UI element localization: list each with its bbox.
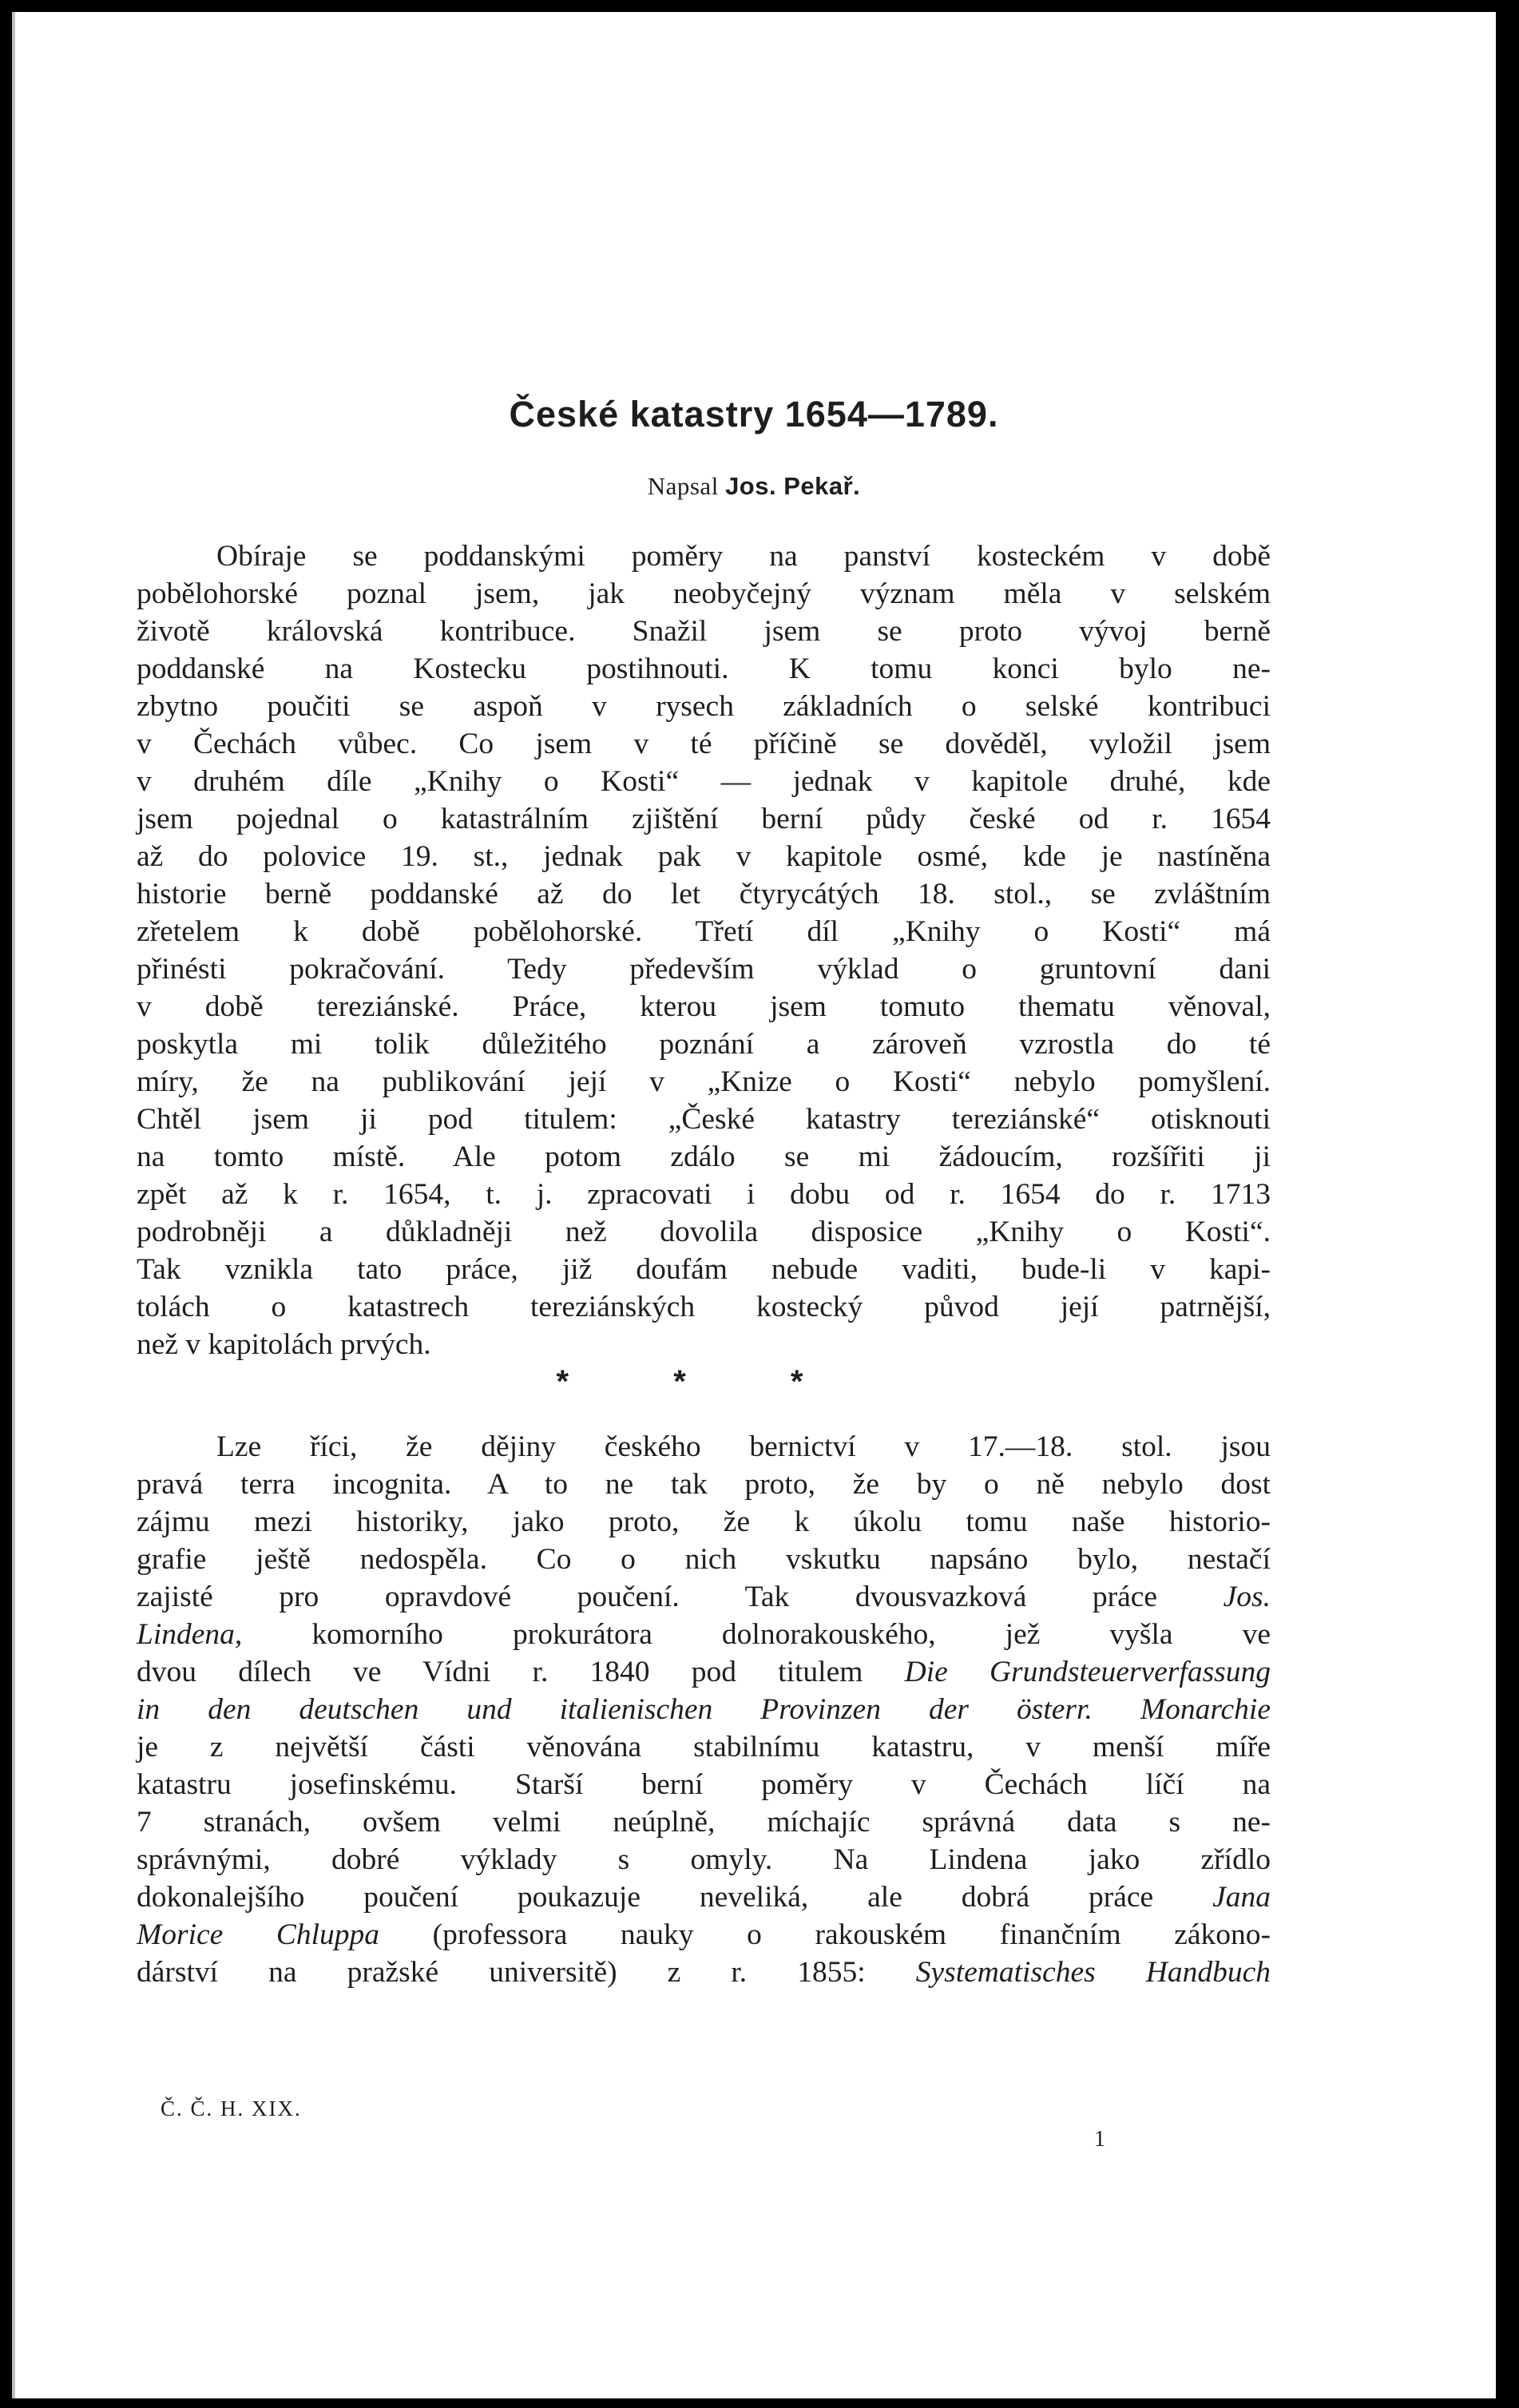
text-line: pravá terra incognita. A to ne tak proto, že by o ně nebylo dost [137, 1468, 1271, 1501]
italic-segment: Lindena, [137, 1618, 243, 1651]
text-line: Chtěl jsem ji pod titulem: „České katastry tereziánské“ otisknouti [137, 1103, 1271, 1136]
byline-author: Jos. Pekař. [725, 472, 861, 500]
author-byline [12, 472, 1496, 501]
text-line: v druhém díle „Knihy o Kosti“ — jednak v kapitole druhé, kde [137, 765, 1271, 798]
text-line [137, 1878, 1271, 1916]
text-line: tolách o katastrech tereziánských kostecký původ její patrnější, [137, 1291, 1271, 1323]
text-line: zbytno poučiti se aspoň v rysech základních o selské kontribuci [137, 690, 1271, 723]
article-body [137, 538, 1271, 1991]
text-line: životě královská kontribuce. Snažil jsem se proto vývoj berně [137, 615, 1271, 648]
text-line: grafie ještě nedospěla. Co o nich vskutku napsáno bylo, nestačí [137, 1543, 1271, 1576]
document-page [12, 12, 1496, 2398]
italic-segment: Systematisches Handbuch [915, 1956, 1271, 1989]
text-line: 7 stranách, ovšem velmi neúplně, míchajíc správná data s ne- [137, 1806, 1271, 1839]
text-line: v době tereziánské. Práce, kterou jsem tomuto thematu věnoval, [137, 990, 1271, 1023]
italic-segment: Jos. [1223, 1581, 1271, 1613]
text-line: jsem pojednal o katastrálním zjištění berní půdy české od r. 1654 [137, 803, 1271, 835]
italic-segment: Die Grundsteuerverfassung [904, 1656, 1271, 1688]
text-line: historie berně poddanské až do let čtyrycátých 18. stol., se zvláštním [137, 878, 1271, 910]
text-segment: dvou dílech ve Vídni r. 1840 pod titulem [137, 1656, 863, 1688]
paragraph-1 [137, 538, 1271, 1363]
text-line [137, 1954, 1271, 1991]
section-separator: * * * [556, 1364, 851, 1399]
page-edge-shadow [12, 12, 15, 2398]
text-segment: dokonalejšího poučení poukazuje neveliká, ale dobrá práce [137, 1881, 1154, 1914]
text-line: zpět až k r. 1654, t. j. zpracovati i dobu od r. 1654 do r. 1713 [137, 1178, 1271, 1211]
text-line [137, 1691, 1271, 1728]
text-line [137, 1916, 1271, 1954]
paragraph-gap [137, 1401, 1271, 1428]
text-line: podrobněji a důkladněji než dovolila disposice „Knihy o Kosti“. [137, 1216, 1271, 1248]
text-line: až do polovice 19. st., jednak pak v kapitole osmé, kde je nastíněna [137, 840, 1271, 873]
text-line [137, 1653, 1271, 1691]
journal-signature: Č. Č. H. XIX. [161, 2097, 302, 2120]
italic-segment: Jana [1212, 1881, 1271, 1914]
italic-segment: Morice Chluppa [137, 1918, 380, 1951]
text-line: poddanské na Kostecku postihnouti. K tomu konci bylo ne- [137, 653, 1271, 685]
text-line: zřetelem k době pobělohorské. Třetí díl „Knihy o Kosti“ má [137, 915, 1271, 948]
article-title: České katastry 1654—1789. [509, 394, 999, 434]
text-line: katastru josefinskému. Starší berní poměry v Čechách líčí na [137, 1768, 1271, 1801]
text-line: Obíraje se poddanskými poměry na panství kosteckém v době [216, 540, 1271, 573]
text-line: přinésti pokračování. Tedy především výklad o gruntovní dani [137, 953, 1271, 986]
text-segment: zajisté pro opravdové poučení. Tak dvousvazková práce [137, 1581, 1158, 1613]
text-line: než v kapitolách prvých. [137, 1328, 431, 1361]
italic-segment: in den deutschen und italienischen Provinzen der österr. Monarchie [137, 1693, 1271, 1726]
text-line: v Čechách vůbec. Co jsem v té příčině se dověděl, vyložil jsem [137, 728, 1271, 760]
byline-prefix: Napsal [647, 472, 719, 500]
text-line: Tak vznikla tato práce, již doufám nebude vaditi, bude-li v kapi- [137, 1253, 1271, 1286]
text-line [137, 1578, 1271, 1616]
text-segment: (professora nauky o rakouském finančním zákono- [432, 1918, 1271, 1951]
text-line: Lze říci, že dějiny českého bernictví v 17.—18. stol. jsou [216, 1430, 1271, 1463]
text-line: správnými, dobré výklady s omyly. Na Lindena jako zřídlo [137, 1843, 1271, 1876]
text-line: pobělohorské poznal jsem, jak neobyčejný význam měla v selském [137, 577, 1271, 610]
text-segment: dárství na pražské universitě) z r. 1855: [137, 1956, 866, 1989]
text-line: zájmu mezi historiky, jako proto, že k úkolu tomu naše historio- [137, 1505, 1271, 1538]
text-line: na tomto místě. Ale potom zdálo se mi žádoucím, rozšířiti ji [137, 1141, 1271, 1173]
text-line: poskytla mi tolik důležitého poznání a zároveň vzrostla do té [137, 1028, 1271, 1061]
page-number: 1 [1094, 2127, 1105, 2152]
text-line: míry, že na publikování její v „Knize o Kosti“ nebylo pomyšlení. [137, 1065, 1271, 1098]
text-line [137, 1616, 1271, 1653]
text-line: je z největší části věnována stabilnímu katastru, v menší míře [137, 1731, 1271, 1763]
text-segment: komorního prokurátora dolnorakouského, jež vyšla ve [311, 1618, 1271, 1651]
paragraph-2 [137, 1428, 1271, 1991]
